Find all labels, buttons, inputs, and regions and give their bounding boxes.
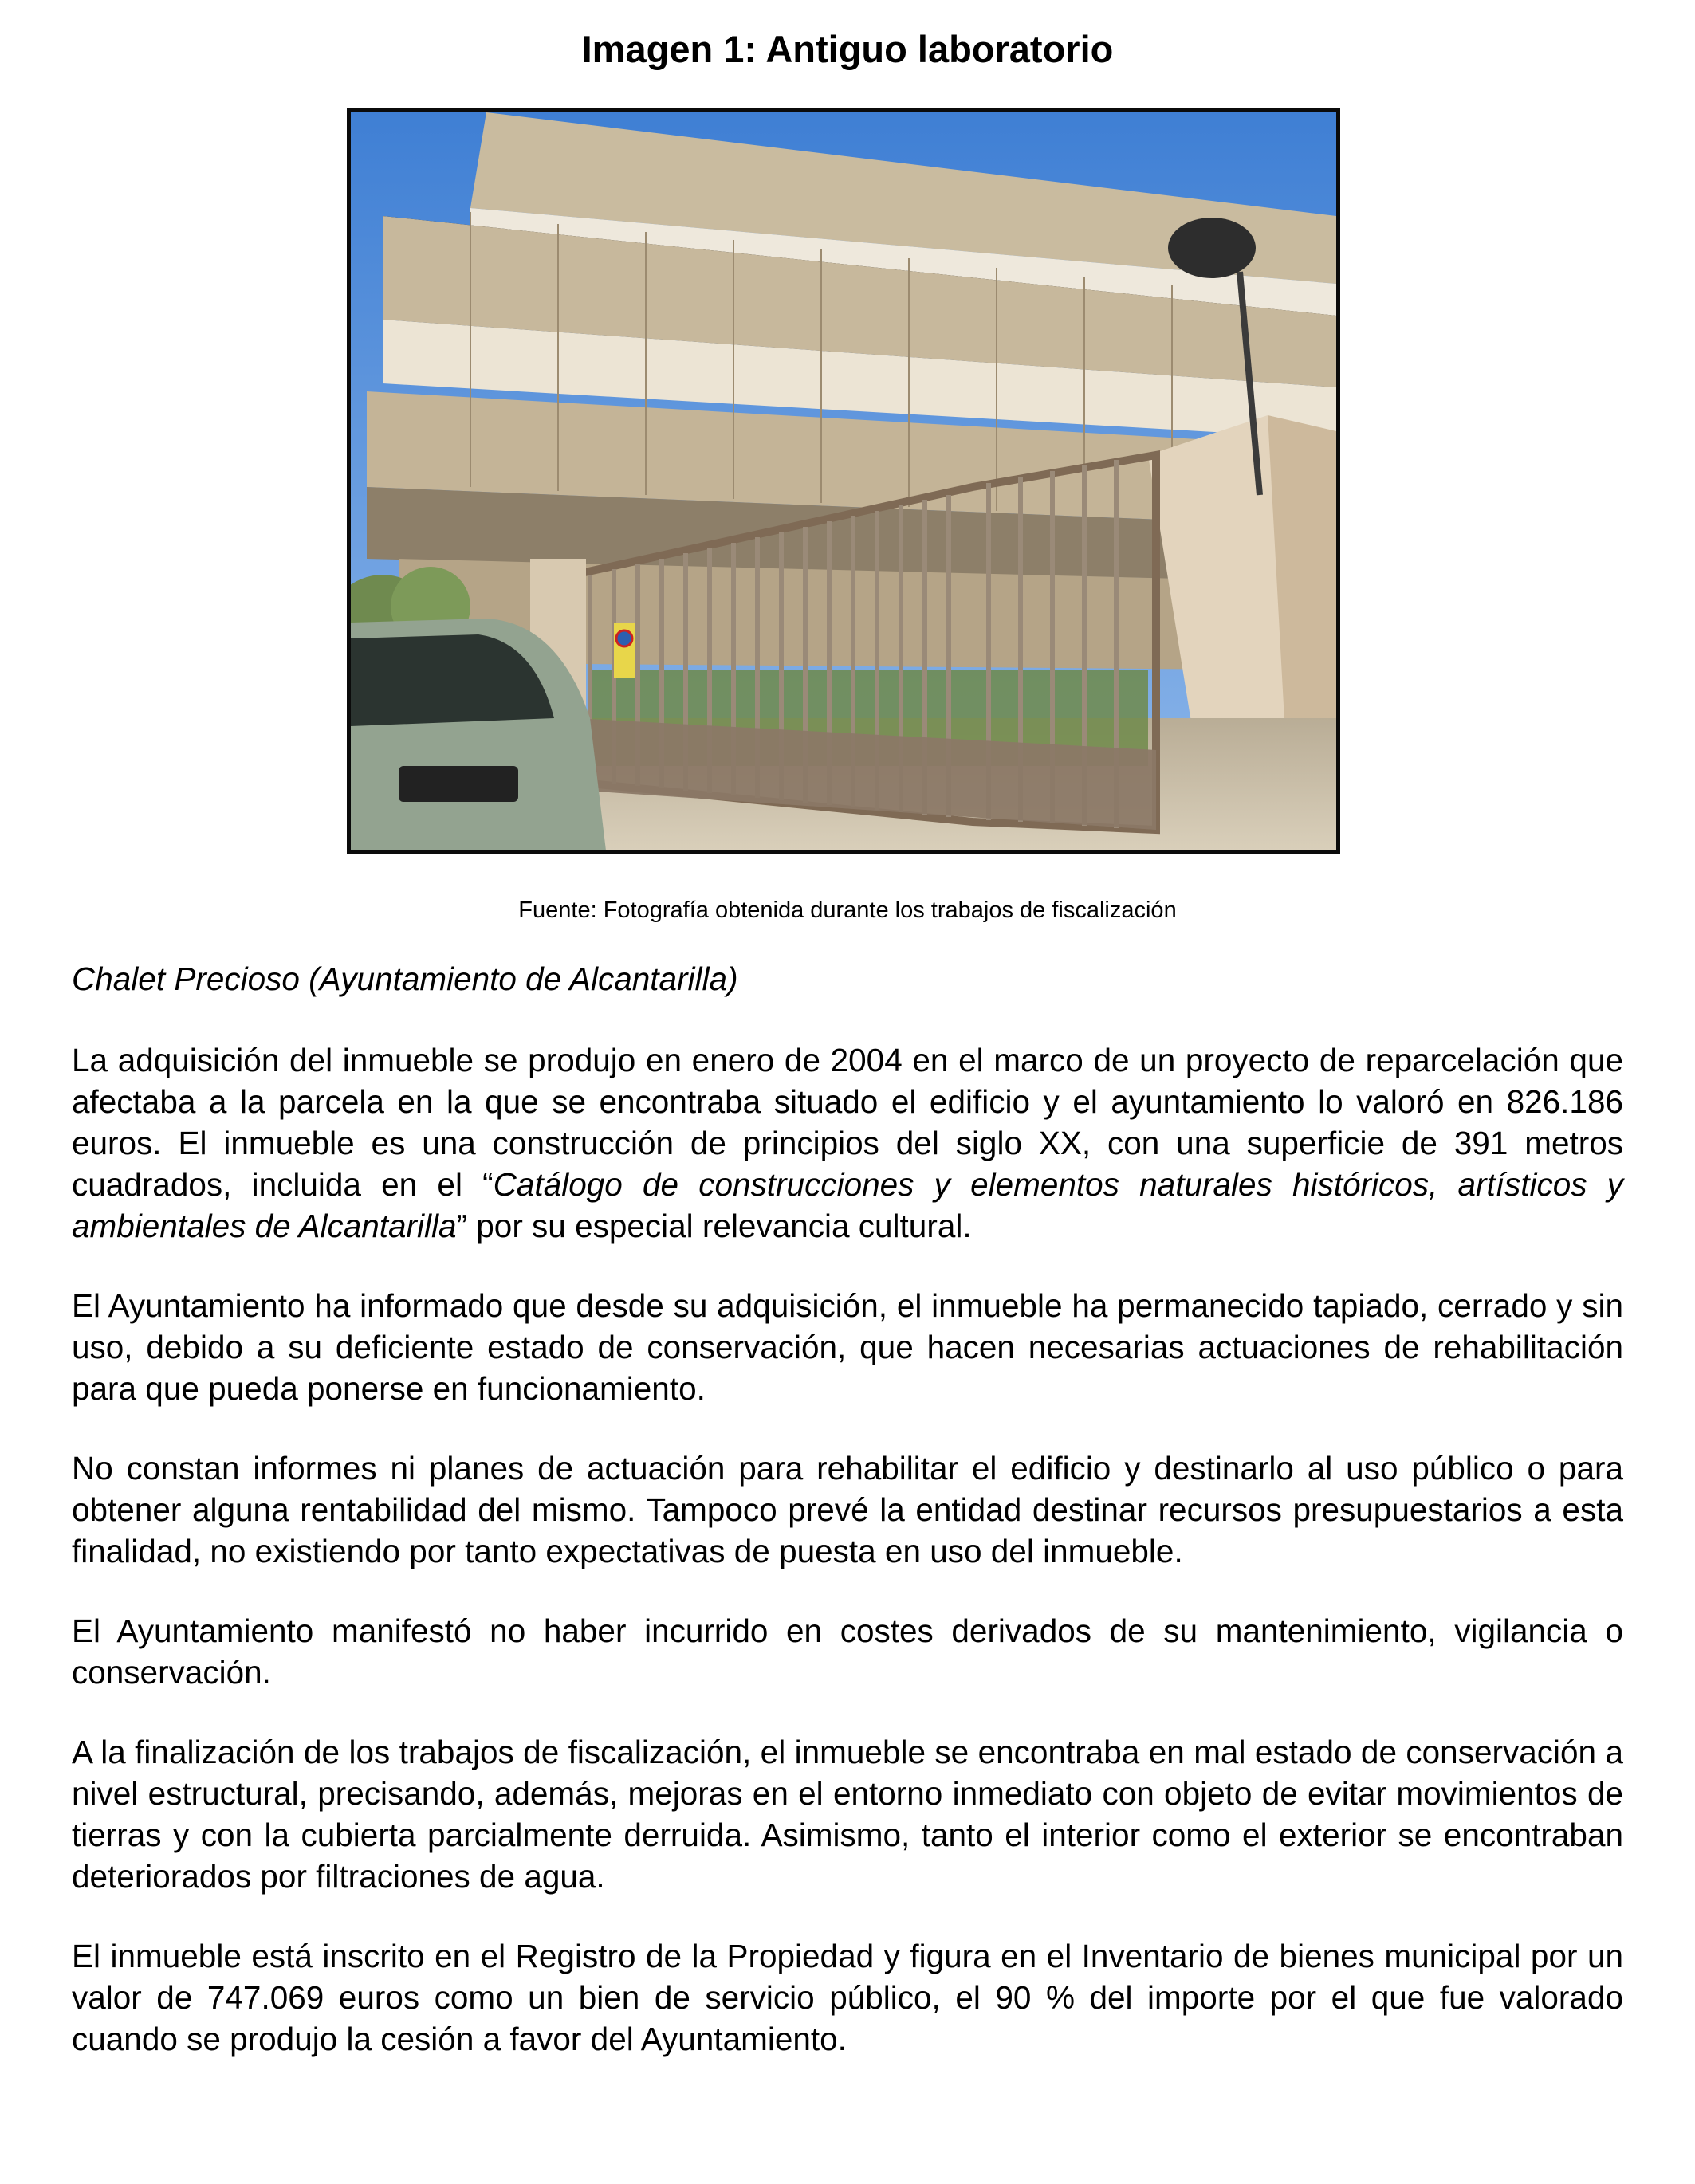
paragraph-5: A la finalización de los trabajos de fiscalización, el inmueble se encontraba en mal estado de conservación a nivel estructural, precisando, además, mejoras en el entorno inmediato con objeto de evitar movimientos de tierras y con la cubierta parcialmente derruida. Asimismo, tanto el interior como el exterior se encontraban deteriorados por filtraciones de agua. [72, 1734, 1623, 1895]
paragraph-6: El inmueble está inscrito en el Registro de la Propiedad y figura en el Inventario de bienes municipal por un valor de 747.069 euros como un bien de servicio público, el 90 % del importe por el que fue valorado cuando se produjo la cesión a favor del Ayuntamiento. [72, 1938, 1623, 2057]
paragraph-2: El Ayuntamiento ha informado que desde su adquisición, el inmueble ha permanecido tapiado, cerrado y sin uso, debido a su deficiente estado de conservación, que hacen necesarias actuaciones de rehabilitación para que pueda ponerse en funcionamiento. [72, 1287, 1623, 1407]
paragraph-1-text-c: ” por su especial relevancia cultural. [456, 1208, 972, 1244]
section-heading: Chalet Precioso (Ayuntamiento de Alcantarilla) [72, 960, 738, 997]
paragraph-1-text-a: La adquisición del inmueble se produjo en enero de 2004 en el marco de un proyecto de reparcelación que afectaba a la parcela en la que se encontraba situado el edificio y el ayuntamiento lo valoró en 826.186 euros. El inmueble es una construcción de principios del siglo XX, con una superficie de 391 metros cuadrados, incluida en el “ [72, 1042, 1623, 1203]
lamp-head [1168, 218, 1256, 278]
figure-caption: Fuente: Fotografía obtenida durante los trabajos de fiscalización [518, 898, 1177, 923]
paragraph-4: El Ayuntamiento manifestó no haber incurrido en costes derivados de su mantenimiento, vigilancia o conservación. [72, 1612, 1623, 1691]
building-photo-illustration [351, 112, 1336, 850]
building-photo [347, 108, 1340, 854]
catalog-title: Catálogo de construcciones y elementos naturales históricos, artísticos y ambientales de Alcantarilla [72, 1166, 1623, 1244]
paragraph-1 [72, 1039, 1623, 1247]
figure-title: Imagen 1: Antiguo laboratorio [581, 28, 1114, 70]
paragraph-3: No constan informes ni planes de actuación para rehabilitar el edificio y destinarlo al uso público o para obtener alguna rentabilidad del mismo. Tampoco prevé la entidad destinar recursos presupuestarios a esta finalidad, no existiendo por tanto expectativas de puesta en uso del inmueble. [72, 1450, 1623, 1569]
license-plate [399, 766, 518, 802]
document-body [72, 958, 1623, 2098]
